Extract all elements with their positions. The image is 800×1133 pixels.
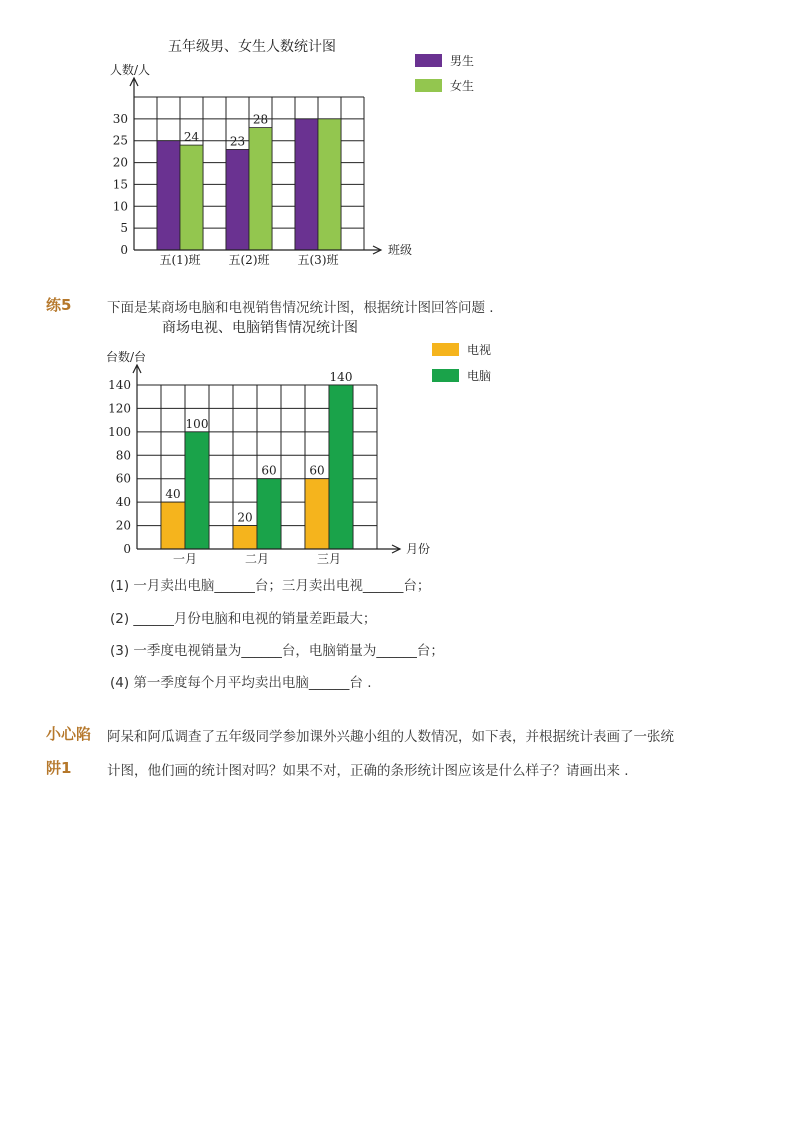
chart-boys-girls [110,38,474,267]
c1-bar-女生 [318,119,341,250]
exercise5-question-3: (3) 一季度电视销量为______台，电脑销量为______台； [110,643,444,659]
c2-data-label: 60 [309,463,325,478]
exercise5-question-2: (2) ______月份电脑和电视的销量差距最大； [110,611,377,627]
c2-x-tick-label: 二月 [244,552,270,566]
trap1-text-line2: 计图，他们画的统计图对吗？如果不对，正确的条形统计图应该是什么样子？请画出来 . [107,763,629,779]
c2-y-tick-label: 40 [115,495,131,510]
c2-bar-电视 [305,479,329,549]
c1-x-tick-label: 五(3)班 [297,253,339,267]
c2-bar-电脑 [257,479,281,549]
exercise5-prompt: 下面是某商场电脑和电视销售情况统计图，根据统计图回答问题 . [107,300,494,316]
c1-bar-男生 [157,141,180,250]
c1-y-tick-label: 0 [120,243,128,257]
c2-y-tick-label: 140 [108,378,131,392]
chart1-xlabel: 班级 [388,243,413,257]
c2-legend-swatch-电视 [432,343,459,356]
c2-data-label: 140 [329,370,353,384]
c1-x-tick-label: 五(1)班 [159,253,201,267]
c2-bar-电视 [233,526,257,549]
c2-x-tick-label: 三月 [316,552,342,566]
c1-legend-label: 男生 [450,54,475,68]
c2-x-tick-label: 一月 [172,552,198,566]
c2-data-label: 20 [237,510,253,525]
exercise5-question-1: (1) 一月卖出电脑______台；三月卖出电视______台； [110,578,431,594]
c1-legend-swatch-女生 [415,79,442,92]
c1-bar-女生 [249,128,272,250]
c2-y-tick-label: 0 [123,542,131,556]
c1-legend-label: 女生 [450,79,475,93]
c1-bar-男生 [295,119,318,250]
c2-y-tick-label: 60 [115,471,131,486]
c2-data-label: 100 [185,416,209,431]
c1-data-label: 24 [183,130,200,145]
c1-x-tick-label: 五(2)班 [228,253,270,267]
c1-bar-女生 [180,145,203,250]
c2-legend-label: 电视 [467,343,492,357]
c2-y-tick-label: 100 [108,424,131,439]
c2-legend-swatch-电脑 [432,369,459,382]
c1-bar-男生 [226,149,249,250]
c2-y-tick-label: 80 [115,448,131,463]
chart2-title: 商场电视、电脑销售情况统计图 [162,320,358,336]
trap1-tag-line1: 小心陷 [46,725,92,743]
c1-legend-swatch-男生 [415,54,442,67]
c1-y-tick-label: 5 [120,221,128,236]
trap1-text-line1: 阿呆和阿瓜调查了五年级同学参加课外兴趣小组的人数情况，如下表，并根据统计表画了一张统 [107,729,674,745]
c2-y-tick-label: 120 [108,401,131,416]
c1-y-tick-label: 10 [112,199,128,214]
c2-bar-电视 [161,502,185,549]
c1-y-tick-label: 15 [112,177,128,192]
c2-bar-电脑 [185,432,209,549]
exercise5-question-4: (4) 第一季度每个月平均卖出电脑______台 . [110,675,372,691]
chart1-ylabel: 人数/人 [110,63,151,77]
c2-data-label: 60 [261,463,277,478]
c2-legend-label: 电脑 [467,369,492,383]
exercise5-tag: 练5 [46,296,72,314]
c1-data-label: 28 [252,112,269,127]
c1-y-tick-label: 20 [112,155,128,170]
c1-y-tick-label: 30 [112,111,128,126]
c2-data-label: 40 [165,487,181,502]
c2-y-tick-label: 20 [115,518,131,533]
trap1-tag-line2: 阱1 [46,759,72,777]
c2-bar-电脑 [329,385,353,549]
chart1-title: 五年级男、女生人数统计图 [168,39,336,55]
c1-y-tick-label: 25 [112,133,128,148]
chart2-xlabel: 月份 [406,542,431,556]
c1-data-label: 23 [229,134,246,149]
chart2-ylabel: 台数/台 [106,350,147,364]
chart-tv-computer [106,319,491,566]
